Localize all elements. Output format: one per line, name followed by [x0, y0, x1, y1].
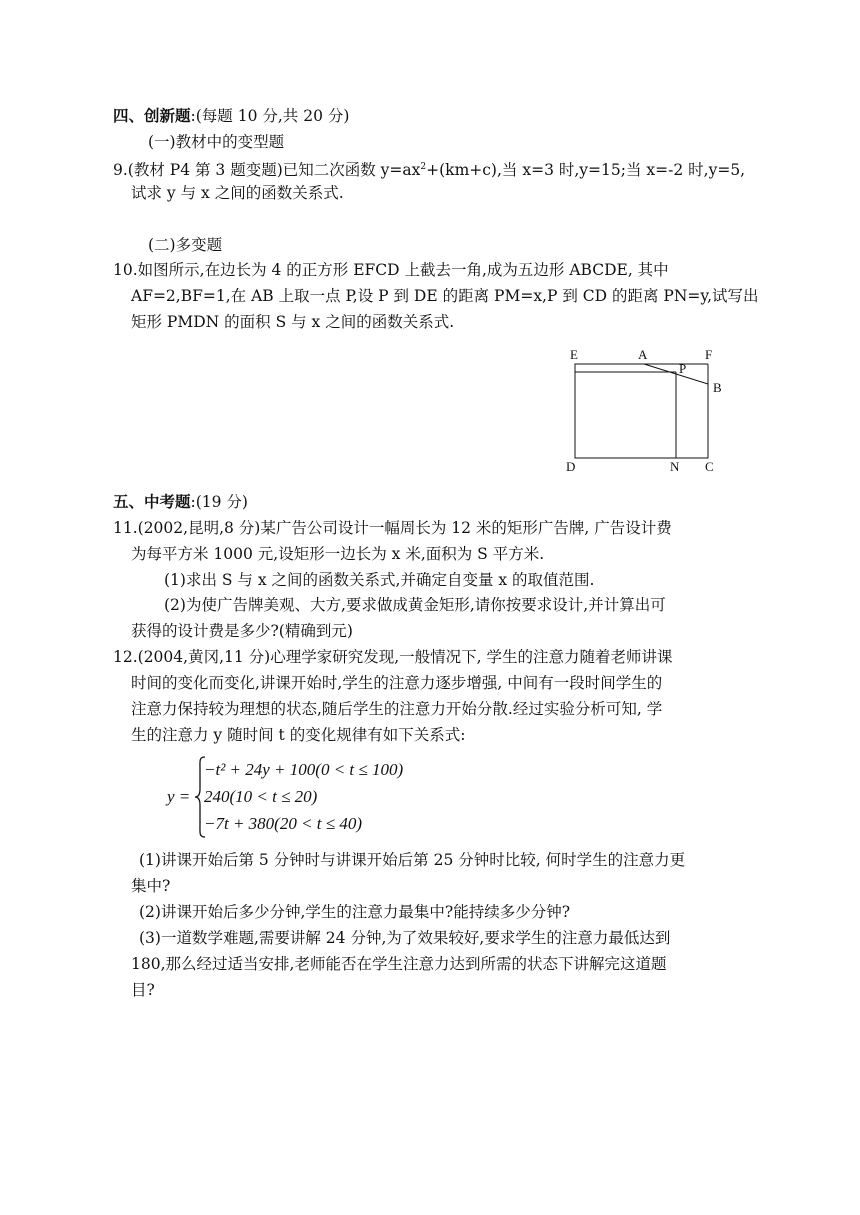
- pentagon-outline: [575, 364, 708, 458]
- q12-part2: (2)讲课开始后多少分钟,学生的注意力最集中?能持续多少分钟?: [139, 903, 571, 921]
- label-F: F: [705, 347, 713, 362]
- formula-case-1: −t² + 24y + 100(0 < t ≤ 100): [204, 760, 404, 779]
- q12-part3-line2: 180,那么经过适当安排,老师能否在学生注意力达到所需的状态下讲解完这道题: [131, 955, 667, 973]
- section5-heading: 五、中考题: [113, 492, 191, 511]
- q10-line2: AF=2,BF=1,在 AB 上取一点 P,设 P 到 DE 的距离 PM=x,P 到 CD 的距离 PN=y,试写出: [131, 287, 759, 305]
- q9-exponent: 2: [420, 162, 427, 172]
- pentagon-figure: [560, 344, 730, 476]
- q12-line4: 生的注意力 y 随时间 t 的变化规律有如下关系式:: [131, 726, 466, 744]
- section4-subheading-2: (二)多变题: [148, 236, 223, 254]
- q11-line2: 为每平方米 1000 元,设矩形一边长为 x 米,面积为 S 平方米.: [131, 545, 545, 563]
- section5-score: :(19 分): [190, 493, 248, 511]
- q12-line1: 12.(2004,黄冈,11 分)心理学家研究发现,一般情况下, 学生的注意力随着老师讲课: [113, 648, 673, 666]
- q12-part3-line3: 目?: [131, 981, 155, 999]
- label-D: D: [566, 459, 576, 474]
- formula-case-2: 240(10 < t ≤ 20): [204, 787, 318, 806]
- q9-line1-pre: 9.(教材 P4 第 3 题变题)已知二次函数 y=ax: [113, 161, 421, 179]
- q11-part1: (1)求出 S 与 x 之间的函数关系式,并确定自变量 x 的取值范围.: [164, 571, 595, 589]
- label-A: A: [638, 347, 648, 362]
- label-N: N: [670, 459, 680, 474]
- section5-title: [113, 492, 248, 512]
- q10-line1: 10.如图所示,在边长为 4 的正方形 EFCD 上截去一角,成为五边形 ABCDE, 其中: [113, 261, 669, 279]
- q11-line1: 11.(2002,昆明,8 分)某广告公司设计一幅周长为 12 米的矩形广告牌, 广告设计费: [113, 519, 672, 537]
- label-C: C: [705, 459, 714, 474]
- q10-line3: 矩形 PMDN 的面积 S 与 x 之间的函数关系式.: [131, 313, 455, 331]
- q9-line2: 试求 y 与 x 之间的函数关系式.: [131, 184, 344, 202]
- q12-part1-line1: (1)讲课开始后第 5 分钟时与讲课开始后第 25 分钟时比较, 何时学生的注意力更: [139, 851, 686, 869]
- q11-part2-line2: 获得的设计费是多少?(精确到元): [131, 622, 353, 640]
- q12-line3: 注意力保持较为理想的状态,随后学生的注意力开始分散.经过实验分析可知, 学: [131, 700, 663, 718]
- label-E: E: [570, 347, 578, 362]
- section4-heading: 四、创新题: [113, 106, 191, 125]
- formula-lhs: y =: [167, 787, 191, 806]
- formula-case-3: −7t + 380(20 < t ≤ 40): [204, 814, 363, 833]
- q12-line2: 时间的变化而变化,讲课开始时,学生的注意力逐步增强, 中间有一段时间学生的: [131, 674, 663, 692]
- q12-part3-line1: (3)一道数学难题,需要讲解 24 分钟,为了效果较好,要求学生的注意力最低达到: [139, 929, 671, 947]
- label-P: P: [679, 361, 687, 376]
- section4-title: [113, 106, 349, 126]
- section4-score: :(每题 10 分,共 20 分): [190, 107, 350, 125]
- q12-part1-line2: 集中?: [131, 877, 171, 895]
- q9-line1: [113, 157, 745, 180]
- label-B: B: [713, 380, 722, 395]
- q9-line1-post: +(km+c),当 x=3 时,y=15;当 x=-2 时,y=5,: [426, 161, 746, 179]
- section4-subheading-1: (一)教材中的变型题: [148, 133, 285, 151]
- q11-part2-line1: (2)为使广告牌美观、大方,要求做成黄金矩形,请你按要求设计,并计算出可: [164, 596, 666, 614]
